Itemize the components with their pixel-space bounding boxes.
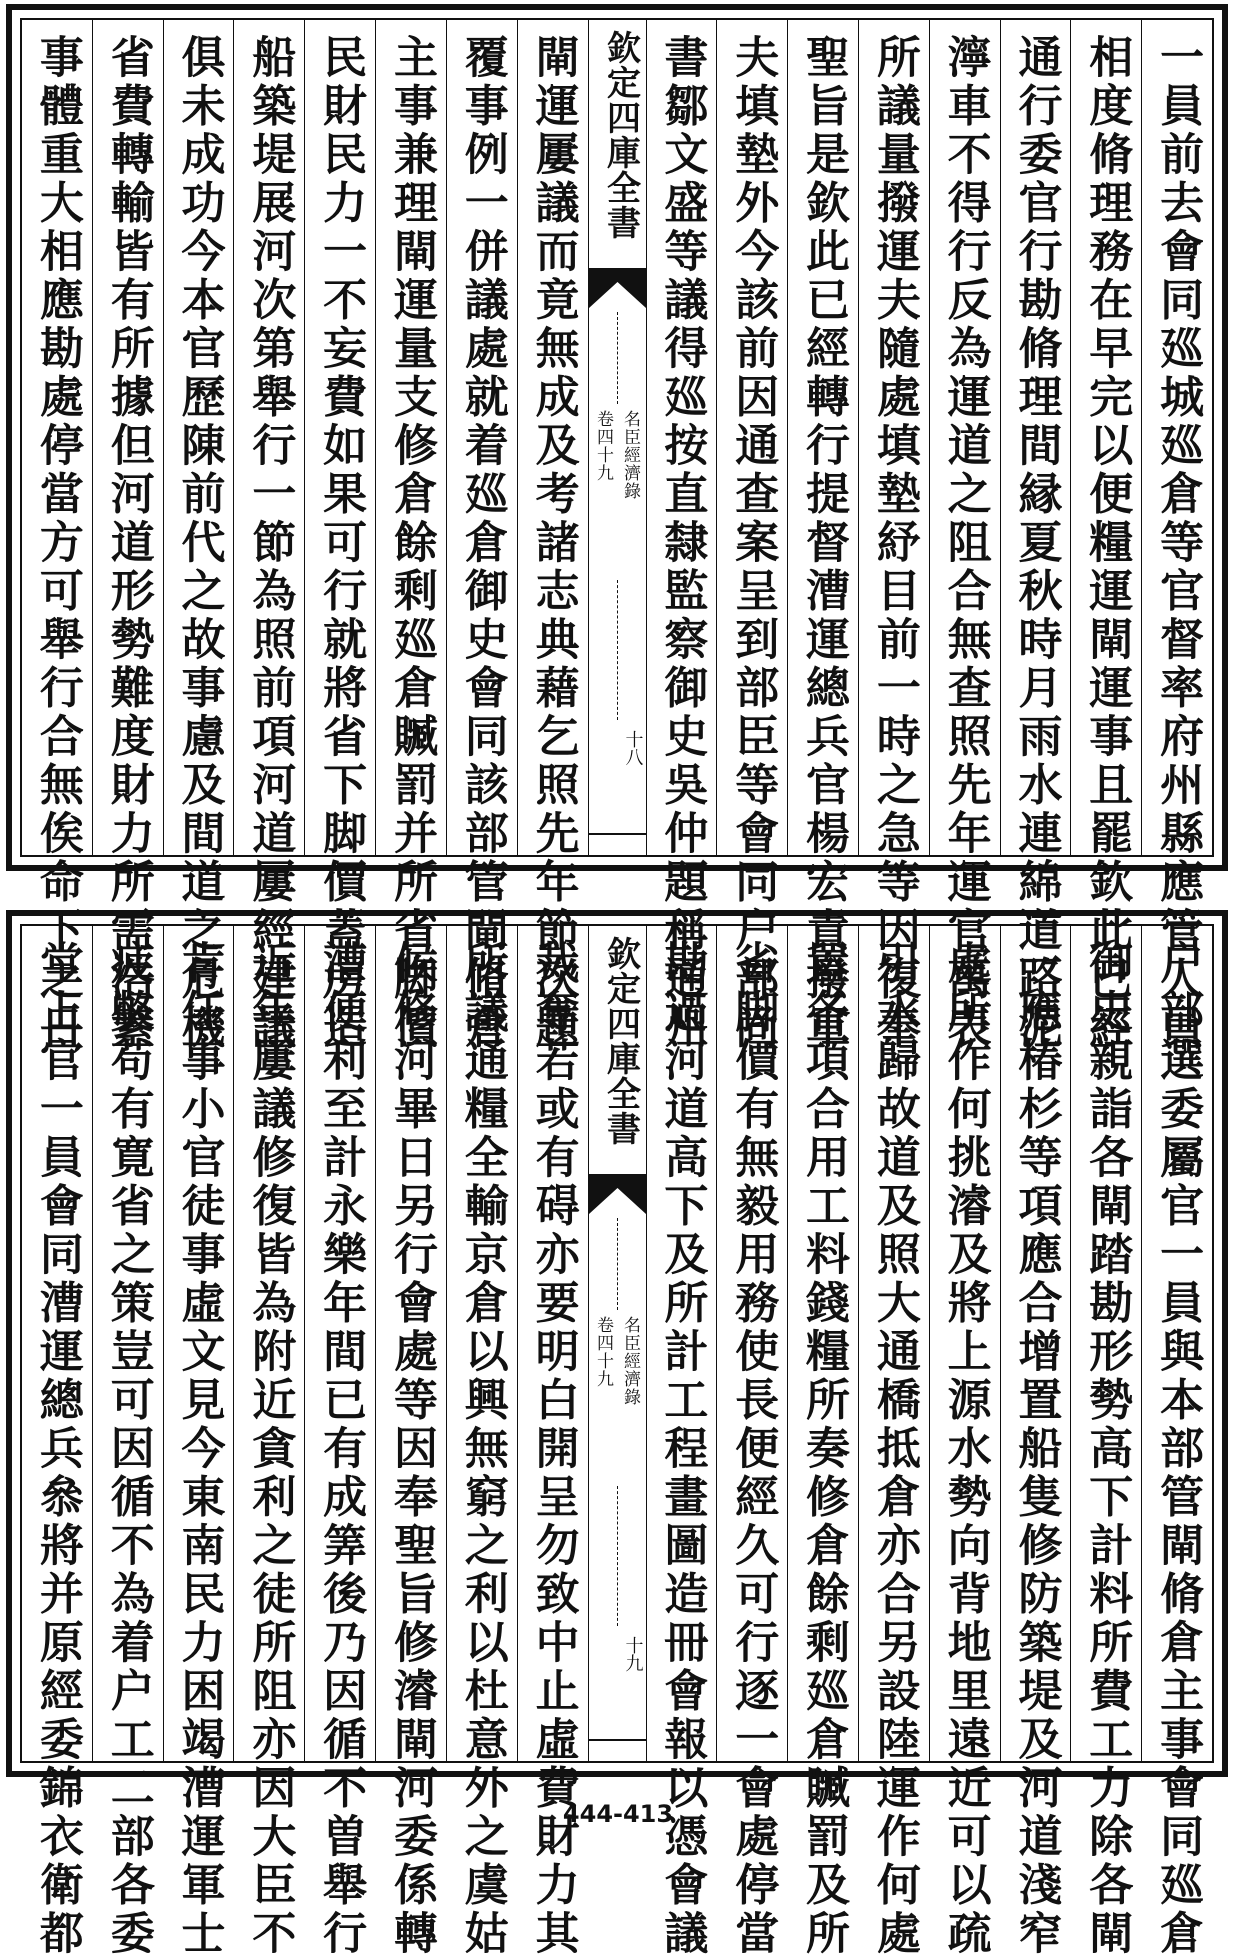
book-name: 名臣經濟錄 <box>620 410 640 500</box>
center-margin <box>588 20 646 855</box>
text-column: 堂上官一員會同漕運總兵叅將并原經委錦衣衛都 <box>31 940 83 1959</box>
text-column: 所議量撥運夫隨處填墊紓目前一時之急等因復奉 <box>858 20 929 855</box>
text-column: 相度脩理務在早完以便糧運閘運事且罷欽此已經 <box>1070 20 1141 855</box>
text-column: 船築堤展河次第舉行一節為照前項河道屢經建議 <box>233 20 304 855</box>
volume-number: 卷四十九 <box>593 410 613 482</box>
text-column: 主事兼理閘運量支修倉餘剩廵倉贓罰并所省脚價 <box>375 20 446 855</box>
page-number: 十九 <box>622 1636 644 1672</box>
page-id: 444-413 <box>562 1800 674 1828</box>
text-column: 書鄒文盛等議得廵按直隸監察御史吳仲題稱通州 <box>646 20 717 855</box>
text-column: 濘車不得行反為運道之阻合無查照先年運官萬表 <box>929 20 1000 855</box>
margin-line <box>617 1486 618 1626</box>
text-column: 聖旨是欽此已經轉行提督漕運總兵官楊宏責撥軍 <box>787 20 858 855</box>
text-column: 俱未成功今本官歷陳前代之故事慮及間道之危機 <box>163 20 234 855</box>
text-column: 裁奪若或有碍亦要明白開呈勿致中止虛費財力其 <box>517 926 588 1761</box>
text-column: 肯任事小官徒事虛文見今東南民力困竭漕運軍士 <box>163 926 234 1761</box>
margin-line <box>617 312 618 404</box>
center-margin <box>588 926 646 1761</box>
text-column: 處所作何挑濬及將上源水勢向背地里遠近可以疏 <box>929 926 1000 1761</box>
top-page-frame <box>20 18 1214 1053</box>
text-column: 漕便利至計永樂年間已有成筭後乃因循不曽舉行 <box>304 926 375 1761</box>
text-column: 通行委官行勘脩理間縁夏秋時月雨水連綿道路泥 <box>1000 20 1071 855</box>
volume-info <box>589 410 646 500</box>
fish-tail-mark-icon <box>589 268 646 308</box>
page-number: 十八 <box>622 730 644 766</box>
text-column: 事體重大相應勘處停當方可舉行合無俟命下之日 <box>31 34 83 1053</box>
fish-tail-mark-icon <box>589 1174 646 1214</box>
text-column: 疲獘苟有寛省之策豈可因循不為着户工二部各委 <box>92 926 163 1761</box>
margin-line <box>617 1218 618 1310</box>
text-column: 引水歸故道及照大通橋抵倉亦合另設陸運作何處 <box>858 926 929 1761</box>
text-column: 勘過河道高下及所計工程畫圖造冊會報以憑會議 <box>646 926 717 1761</box>
book-name: 名臣經濟錄 <box>620 1316 640 1406</box>
text-column: 御史親詣各閘踏勘形勢高下計料所費工力除各閘 <box>1070 926 1141 1761</box>
text-column: 閘運屢議而竟無成及考諸志典藉乞照先年節次題 <box>517 20 588 855</box>
fish-tail-mark-icon <box>589 832 646 872</box>
text-column: 置各項合用工料錢糧所奏修倉餘剩廵倉贓罰及所 <box>787 926 858 1761</box>
volume-info <box>589 1316 646 1406</box>
top-page <box>6 4 1228 1053</box>
text-column: 户部選委屬官一員與本部管閘脩倉主事會同廵倉 <box>1141 926 1212 1761</box>
text-column: 近年屢議修復皆為附近貪利之徒所阻亦因大臣不 <box>233 926 304 1761</box>
text-column: 一應椿杉等項應合增置船隻修防築堤及河道淺窄 <box>1000 926 1071 1761</box>
text-column: 覆事例一併議處就着廵倉御史會同該部管閘脩倉 <box>446 20 517 855</box>
text-column: 省費轉輸皆有所據但河道形勢難度財力所需浩繁 <box>92 20 163 855</box>
text-column: 民財民力一不妄費如果可行就將省下脚價蓋房造 <box>304 20 375 855</box>
book-title: 欽定四庫全書 <box>600 30 641 240</box>
margin-line <box>617 580 618 720</box>
volume-number: 卷四十九 <box>593 1316 613 1388</box>
text-column: 夫填墊外今該前因通查案呈到部臣等會同户部尚 <box>716 20 787 855</box>
text-column: 省脚價有無毅用務使長便經久可行逐一會處停當 <box>716 926 787 1761</box>
text-column: 一員前去會同廵城廵倉等官督率府州縣應管人員 <box>1141 20 1212 855</box>
book-title: 欽定四庫全書 <box>600 936 641 1146</box>
text-column: 候修河畢日另行會處等因奉聖旨修濬閘河委係轉 <box>375 926 446 1761</box>
text-column: 所議通糧全輸京倉以興無窮之利以杜意外之虞姑 <box>446 926 517 1761</box>
fish-tail-mark-icon <box>589 1738 646 1778</box>
